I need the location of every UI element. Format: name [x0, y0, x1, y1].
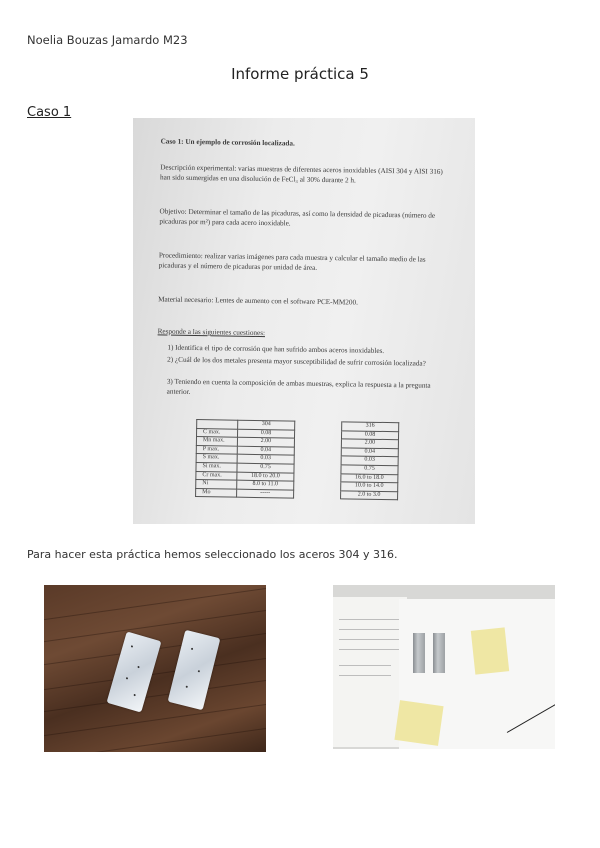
sheet-question-3: 3) Teniendo en cuenta la composición de ambas muestras, explica la respuesta a la pregunta anterior. — [166, 377, 431, 396]
sheet-question-2: 2) ¿Cuál de los dos metales presenta mayor susceptibilidad de sufrir corrosión localizada? — [167, 355, 426, 368]
assignment-sheet-photo — [133, 118, 475, 524]
sheet-heading: Caso 1: Un ejemplo de corrosión localizada. — [160, 137, 295, 148]
samples-on-table-photo — [44, 585, 266, 752]
steel-sample-left — [413, 633, 425, 673]
sheet-questions-title: Responde a las siguientes cuestiones: — [157, 327, 266, 338]
sticky-note-1 — [471, 627, 509, 674]
table-row: S max. 0.03 0.03 — [196, 454, 398, 466]
sticky-note-2 — [394, 700, 443, 746]
author-name: Noelia Bouzas Jamardo M23 — [27, 33, 188, 47]
steel-sample-316 — [168, 630, 221, 711]
sheet-question-1: 1) Identifica el tipo de corrosión que han sufrido ambos aceros inoxidables. — [167, 343, 385, 355]
steel-sample-304 — [106, 631, 161, 712]
intro-paragraph: Para hacer esta práctica hemos seleccionado los aceros 304 y 316. — [27, 548, 398, 561]
composition-table — [195, 419, 399, 501]
case-heading: Caso 1 — [27, 105, 72, 120]
sheet-procedure: Procedimiento: realizar varias imágenes para cada muestra y calcular el tamaño medio de las picaduras y el número de picaduras por unidad de área. — [158, 251, 426, 272]
sheet-description: Descripción experimental: varias muestras de diferentes aceros inoxidables (AISI 304 y AISI 316) han sido sumergidas en una disolución de FeCl₃ al 30% durante 2 h. — [160, 163, 443, 185]
sheet-material: Material necesario: Lentes de aumento con el software PCE-MM200. — [158, 295, 358, 307]
table-row: 304 316 — [197, 420, 399, 432]
table-row: C max. 0.08 0.08 — [197, 428, 399, 440]
table-row: Mn max. 2.00 2.00 — [196, 437, 398, 449]
table-row: Cr max. 18.0 to 20.0 16.0 to 18.0 — [196, 471, 398, 483]
table-row: Ni 8.0 to 11.0 10.0 to 14.0 — [196, 480, 398, 492]
table-row: Si max. 0.75 0.75 — [196, 463, 398, 475]
sheet-objective: Objetivo: Determinar el tamaño de las picaduras, así como la densidad de picaduras (número de picaduras por m²) para cada acero inoxidable. — [159, 207, 436, 228]
steel-sample-right — [433, 633, 445, 673]
table-row: Mo ----- 2.0 to 3.0 — [196, 488, 398, 500]
samples-with-labels-photo — [333, 585, 555, 749]
document-title: Informe práctica 5 — [231, 65, 369, 83]
table-row: P max. 0.04 0.04 — [196, 445, 398, 457]
